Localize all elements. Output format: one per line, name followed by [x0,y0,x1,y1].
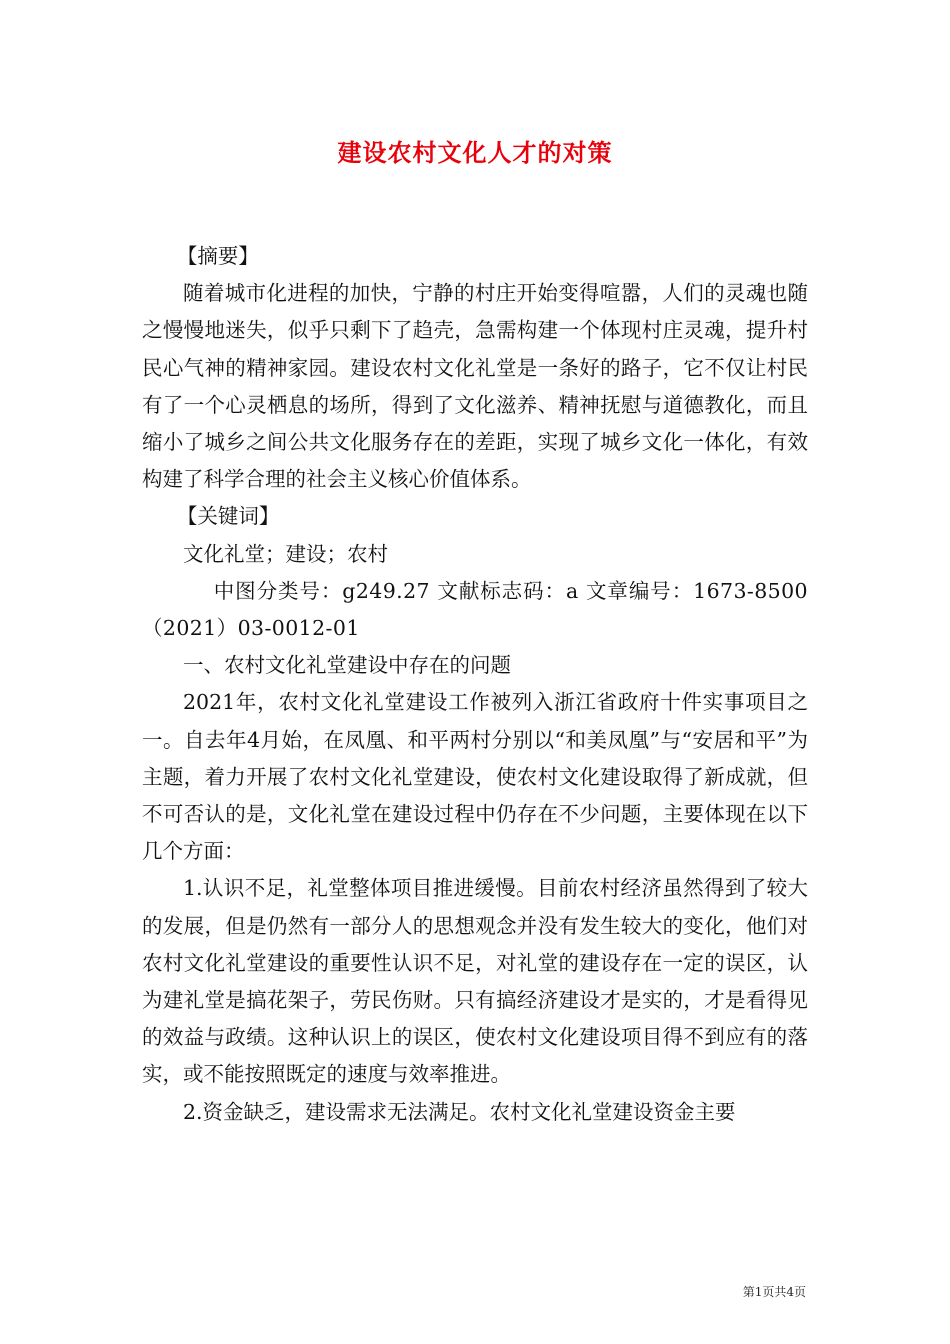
document-title: 建设农村文化人才的对策 [337,138,613,167]
body-paragraph: 2021年，农村文化礼堂建设工作被列入浙江省政府十件实事项目之一。自去年4月始，在凤凰、和平两村分别以“和美凤凰”与“安居和平”为主题，着力开展了农村文化礼堂建设，使农村文化建设取得了新成就，但不可否认的是，文化礼堂在建设过程中仍存在不少问题，主要体现在以下几个方面： [142,690,808,864]
abstract-label: 【摘要】 [176,244,259,268]
keywords-text: 文化礼堂；建设；农村 [183,541,388,566]
body-paragraph: 2.资金缺乏，建设需求无法满足。农村文化礼堂建设资金主要 [183,1099,736,1124]
classification-line: 中图分类号：g249.27 文献标志码：a 文章编号：1673-8500（2021）03-0012-01 [142,578,808,641]
section-heading: 一、农村文化礼堂建设中存在的问题 [183,653,511,678]
keywords-label: 【关键词】 [176,504,280,529]
page-number: 第1页共4页 [742,1285,806,1299]
abstract-paragraph: 随着城市化进程的加快，宁静的村庄开始变得喧嚣，人们的灵魂也随之慢慢地迷失，似乎只剩下了趋壳，急需构建一个体现村庄灵魂，提升村民心气神的精神家园。建设农村文化礼堂是一条好的路子，它不仅让村民有了一个心灵栖息的场所，得到了文化滋养、精神抚慰与道德教化，而且缩小了城乡之间公共文化服务存在的差距，实现了城乡文化一体化，有效构建了科学合理的社会主义核心价值体系。 [142,281,808,492]
document-body [142,238,808,1131]
body-paragraph: 1.认识不足，礼堂整体项目推进缓慢。目前农村经济虽然得到了较大的发展，但是仍然有一部分人的思想观念并没有发生较大的变化，他们对农村文化礼堂建设的重要性认识不足，对礼堂的建设存在一定的误区，认为建礼堂是搞花架子，劳民伤财。只有搞经济建设才是实的，才是看得见的效益与政绩。这种认识上的误区，使农村文化建设项目得不到应有的落实，或不能按照既定的速度与效率推进。 [142,876,808,1087]
